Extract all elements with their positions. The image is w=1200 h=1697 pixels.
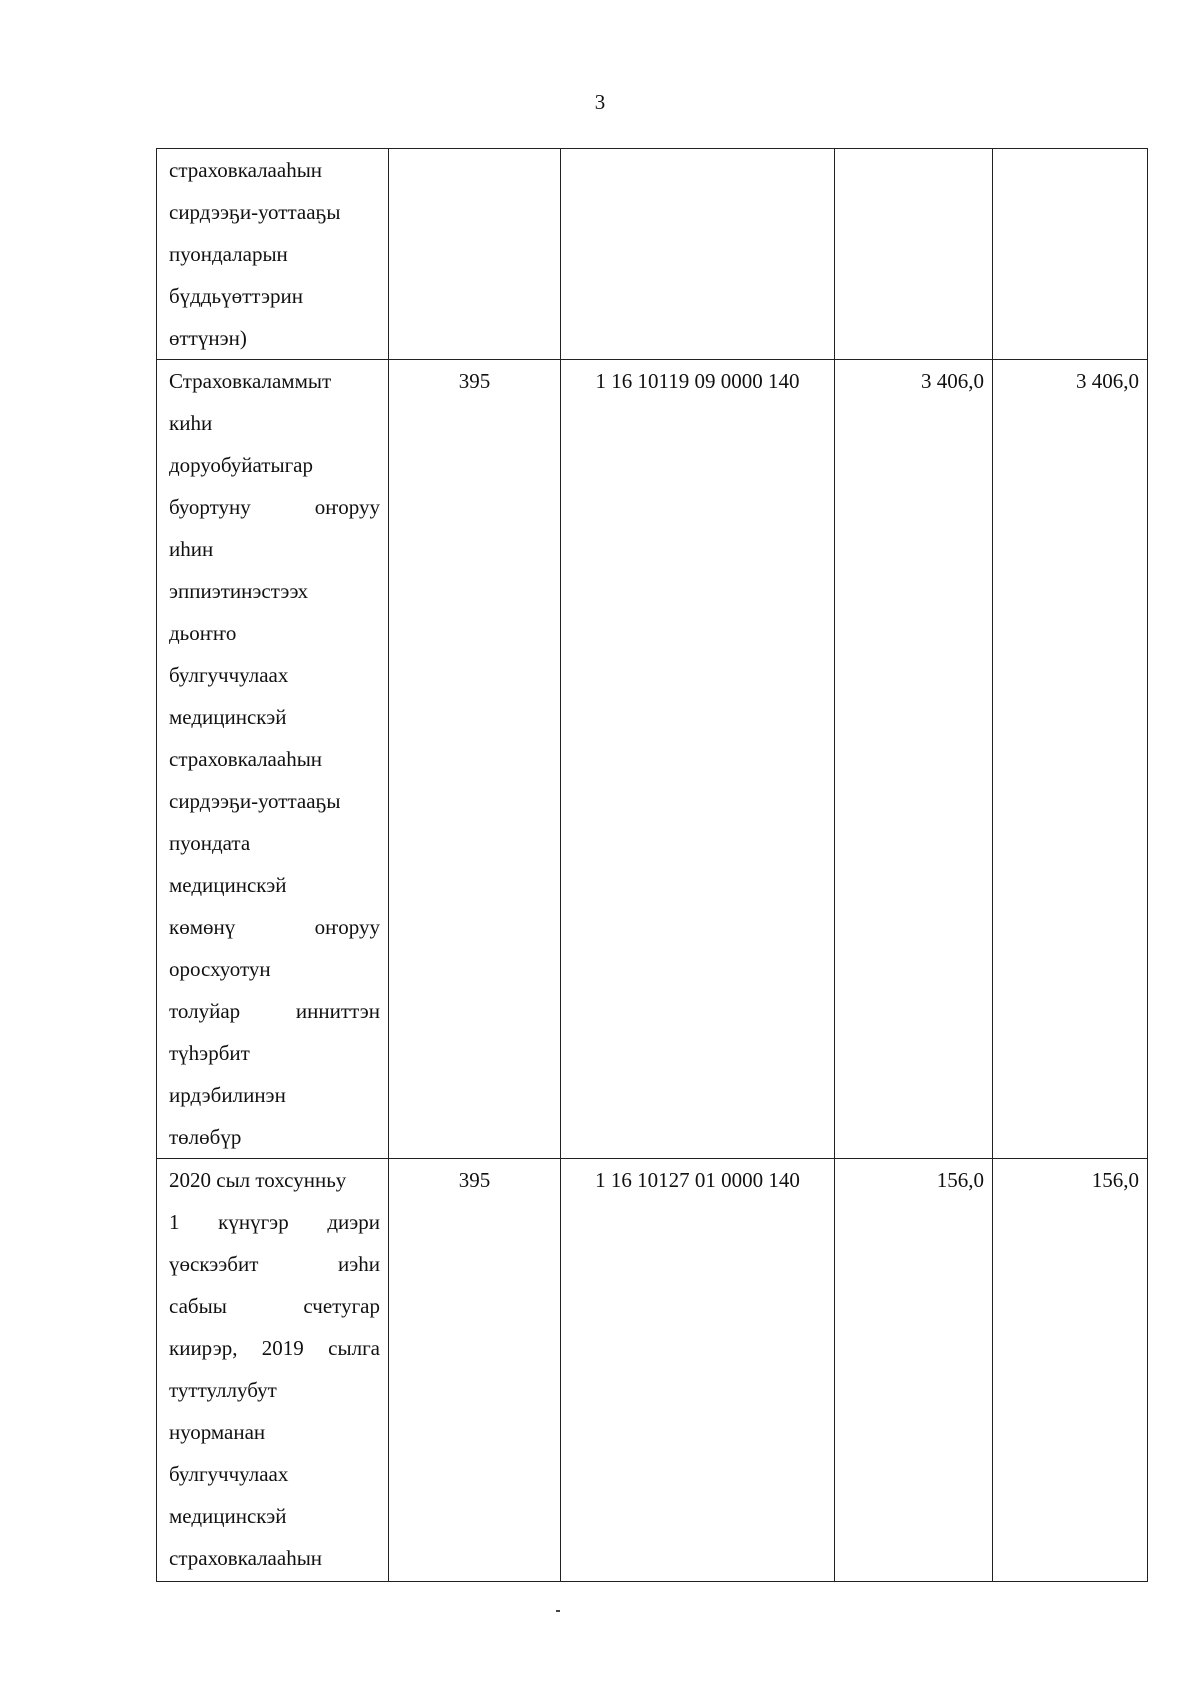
budget-code-cell: 1 16 10127 01 0000 140 (561, 1159, 835, 1582)
description-line: ирдэбилинэн (169, 1083, 286, 1107)
description-line: Страховкаламмыт (169, 369, 332, 393)
budget-code-cell: 1 16 10119 09 0000 140 (561, 360, 835, 1159)
table-row (157, 1159, 1148, 1582)
budget-table (156, 148, 1148, 1582)
description-line: булгуччулаах (169, 1462, 289, 1486)
description-line: дьоҥҥо (169, 621, 237, 645)
value2-cell: 3 406,0 (993, 360, 1148, 1159)
description-line: иһин (169, 537, 214, 561)
description-line: пуондаларын (169, 242, 288, 266)
description-cell (157, 360, 389, 1159)
description-line: түһэрбит (169, 1041, 250, 1065)
description-line: сирдээҕи-уоттааҕы (169, 200, 341, 224)
table-row (157, 149, 1148, 360)
description-line: оросхуотун (169, 957, 271, 981)
description-line: 1 күнүгэр диэри (169, 1210, 380, 1234)
description-line: буортуну оҥоруу (169, 495, 380, 519)
description-line: сирдээҕи-уоттааҕы (169, 789, 341, 813)
value1-cell (835, 149, 993, 360)
value1-cell: 156,0 (835, 1159, 993, 1582)
value2-cell (993, 149, 1148, 360)
value1-cell: 3 406,0 (835, 360, 993, 1159)
description-cell (157, 1159, 389, 1582)
description-line: страховкалааһын (169, 747, 323, 771)
page-number: 3 (594, 90, 606, 114)
description-line: киирэр, 2019 сылга (169, 1336, 380, 1360)
description-line: страховкалааһын (169, 158, 323, 182)
table-row (157, 360, 1148, 1159)
description-line: үөскээбит иэһи (169, 1252, 380, 1276)
admin-code-cell: 395 (389, 1159, 561, 1582)
description-line: өттүнэн) (169, 326, 247, 350)
budget-code-cell (561, 149, 835, 360)
description-line: киһи (169, 411, 213, 435)
description-line: страховкалааһын (169, 1546, 323, 1570)
value2-cell: 156,0 (993, 1159, 1148, 1582)
description-line: медицинскэй (169, 873, 287, 897)
description-line: бүддьүөттэрин (169, 284, 303, 308)
description-line: медицинскэй (169, 705, 287, 729)
description-line: нуорманан (169, 1420, 266, 1444)
description-line: медицинскэй (169, 1504, 287, 1528)
description-line: төлөбүр (169, 1125, 242, 1149)
description-line: доруобуйатыгар (169, 453, 314, 477)
scan-speck (556, 1610, 560, 1612)
description-cell (157, 149, 389, 360)
description-line: толуйар инниттэн (169, 999, 380, 1023)
description-line: сабыы счетугар (169, 1294, 380, 1318)
admin-code-cell: 395 (389, 360, 561, 1159)
description-line: булгуччулаах (169, 663, 289, 687)
description-line: көмөнү оҥоруу (169, 915, 380, 939)
description-line: 2020 сыл тохсунньу (169, 1168, 347, 1192)
description-line: пуондата (169, 831, 251, 855)
admin-code-cell (389, 149, 561, 360)
description-line: туттуллубут (169, 1378, 277, 1402)
description-line: эппиэтинэстээх (169, 579, 309, 603)
